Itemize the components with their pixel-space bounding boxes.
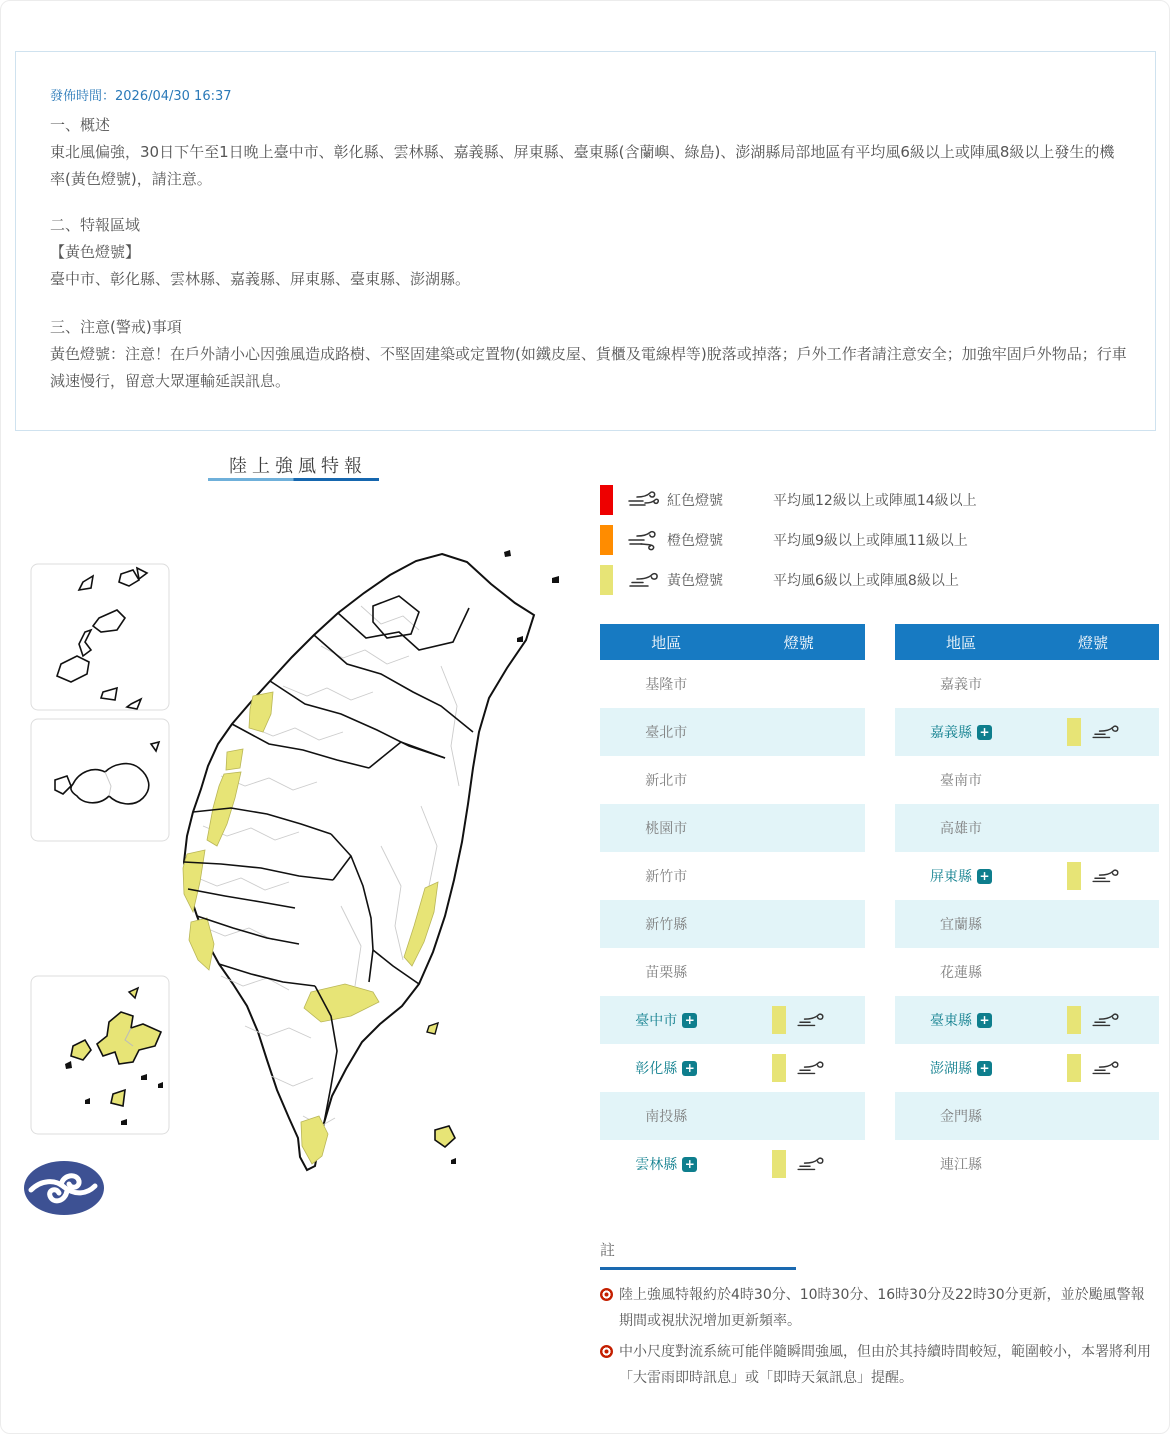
table-header bbox=[600, 624, 865, 660]
table-row: 嘉義市 bbox=[895, 660, 1159, 708]
signal-column-header: 燈號 bbox=[1077, 633, 1108, 652]
orange-signal-chip bbox=[600, 525, 613, 555]
plus-icon[interactable]: + bbox=[977, 725, 992, 740]
cwb-logo bbox=[23, 1160, 105, 1216]
plus-icon[interactable]: + bbox=[977, 869, 992, 884]
region-expand[interactable]: 屏東縣 + bbox=[895, 852, 1027, 900]
legend-row-orange bbox=[600, 525, 977, 555]
table-row: 新竹縣 bbox=[600, 900, 865, 948]
plus-icon[interactable]: + bbox=[977, 1061, 992, 1076]
table-row: 花蓮縣 bbox=[895, 948, 1159, 996]
inset-kinmen bbox=[31, 719, 169, 841]
plus-icon[interactable]: + bbox=[977, 1013, 992, 1028]
area-body: 臺中市、彰化縣、雲林縣、嘉義縣、屏東縣、臺東縣、澎湖縣。 bbox=[50, 270, 471, 288]
region-expand[interactable]: 彰化縣 + bbox=[600, 1044, 733, 1092]
table-row: 桃園市 bbox=[600, 804, 865, 852]
table-row-changhua bbox=[600, 1044, 865, 1092]
table-row: 臺南市 bbox=[895, 756, 1159, 804]
table-row-chiayi-county bbox=[895, 708, 1159, 756]
map-title-underline bbox=[208, 478, 379, 481]
inset-matsu bbox=[31, 564, 169, 710]
taiwan-main-island bbox=[183, 550, 559, 1170]
notice-title: 三、注意(警戒)事項 bbox=[50, 318, 182, 336]
table-row-pingtung bbox=[895, 852, 1159, 900]
region-table-right bbox=[895, 624, 1159, 1188]
yellow-signal-label: 黃色燈號 bbox=[667, 573, 723, 589]
yellow-signal-chip bbox=[1067, 862, 1081, 890]
yellow-signal-chip bbox=[1067, 718, 1081, 746]
region-table-left bbox=[600, 624, 865, 1188]
yellow-wind-icon bbox=[795, 1154, 825, 1174]
yellow-signal-chip bbox=[1067, 1006, 1081, 1034]
region-expand[interactable]: 臺東縣 + bbox=[895, 996, 1027, 1044]
plus-icon[interactable]: + bbox=[682, 1013, 697, 1028]
yellow-wind-icon bbox=[627, 569, 659, 591]
table-row: 金門縣 bbox=[895, 1092, 1159, 1140]
yellow-signal-chip bbox=[772, 1006, 786, 1034]
advisory-info-box bbox=[15, 51, 1156, 431]
yellow-signal-chip bbox=[600, 565, 613, 595]
note-item: 中小尺度對流系統可能伴隨瞬間強風，但由於其持續時間較短，範圍較小，本署將利用「大雷雨即時訊息」或「即時天氣訊息」提醒。 bbox=[600, 1339, 1156, 1391]
notes-title: 註 bbox=[600, 1241, 616, 1259]
table-row-yunlin bbox=[600, 1140, 865, 1188]
red-signal-desc: 平均風12級以上或陣風14級以上 bbox=[773, 493, 977, 509]
region-expand[interactable]: 嘉義縣 + bbox=[895, 708, 1027, 756]
yellow-wind-icon bbox=[795, 1010, 825, 1030]
plus-icon[interactable]: + bbox=[682, 1061, 697, 1076]
table-header bbox=[895, 624, 1159, 660]
yellow-signal-desc: 平均風6級以上或陣風8級以上 bbox=[773, 573, 959, 589]
table-row: 新竹市 bbox=[600, 852, 865, 900]
taiwan-wind-map[interactable] bbox=[21, 546, 581, 1236]
yellow-wind-icon bbox=[1090, 1010, 1120, 1030]
yellow-wind-icon bbox=[795, 1058, 825, 1078]
region-expand[interactable]: 雲林縣 + bbox=[600, 1140, 733, 1188]
table-row: 新北市 bbox=[600, 756, 865, 804]
notice-body: 黃色燈號：注意！在戶外請小心因強風造成路樹、不堅固建築或定置物(如鐵皮屋、貨櫃及電線桿等)脫落或掉落；戶外工作者請注意安全；加強牢固戶外物品；行車減速慢行，留意大眾運輸延誤訊息。 bbox=[50, 345, 1127, 390]
note-bullet-icon bbox=[600, 1288, 613, 1301]
yellow-signal-chip bbox=[772, 1054, 786, 1082]
yellow-wind-icon bbox=[1090, 722, 1120, 742]
table-row-taitung bbox=[895, 996, 1159, 1044]
orange-signal-label: 橙色燈號 bbox=[667, 533, 723, 549]
notes-underline bbox=[600, 1267, 796, 1270]
publish-time: 發佈時間：2026/04/30 16:37 bbox=[50, 89, 232, 104]
map-section-title: 陸上強風特報 bbox=[229, 456, 367, 477]
yellow-wind-icon bbox=[1090, 866, 1120, 886]
overview-title: 一、概述 bbox=[50, 116, 111, 134]
region-column-header: 地區 bbox=[945, 633, 976, 652]
yellow-signal-chip bbox=[1067, 1054, 1081, 1082]
table-row-taichung bbox=[600, 996, 865, 1044]
red-wind-icon bbox=[627, 489, 659, 511]
table-row: 基隆市 bbox=[600, 660, 865, 708]
legend-row-red bbox=[600, 485, 977, 515]
table-row: 苗栗縣 bbox=[600, 948, 865, 996]
orange-wind-icon bbox=[627, 529, 659, 551]
region-expand[interactable]: 澎湖縣 + bbox=[895, 1044, 1027, 1092]
note-item: 陸上強風特報約於4時30分、10時30分、16時30分及22時30分更新，並於颱風警報期間或視狀況增加更新頻率。 bbox=[600, 1282, 1156, 1334]
red-signal-label: 紅色燈號 bbox=[667, 493, 723, 509]
table-row: 宜蘭縣 bbox=[895, 900, 1159, 948]
signal-column-header: 燈號 bbox=[783, 633, 814, 652]
note-bullet-icon bbox=[600, 1345, 613, 1358]
area-title: 二、特報區域 bbox=[50, 216, 141, 234]
yellow-wind-icon bbox=[1090, 1058, 1120, 1078]
signal-legend bbox=[600, 485, 977, 605]
yellow-signal-chip bbox=[772, 1150, 786, 1178]
table-row: 連江縣 bbox=[895, 1140, 1159, 1188]
orange-signal-desc: 平均風9級以上或陣風11級以上 bbox=[773, 533, 968, 549]
table-row: 臺北市 bbox=[600, 708, 865, 756]
inset-penghu bbox=[31, 976, 169, 1134]
area-signal-label: 【黃色燈號】 bbox=[50, 243, 141, 261]
red-signal-chip bbox=[600, 485, 613, 515]
region-column-header: 地區 bbox=[651, 633, 682, 652]
plus-icon[interactable]: + bbox=[682, 1157, 697, 1172]
region-expand[interactable]: 臺中市 + bbox=[600, 996, 733, 1044]
overview-body: 東北風偏強，30日下午至1日晚上臺中市、彰化縣、雲林縣、嘉義縣、屏東縣、臺東縣(含蘭嶼、綠島)、澎湖縣局部地區有平均風6級以上或陣風8級以上發生的機率(黃色燈號)，請注意。 bbox=[50, 143, 1115, 188]
table-row: 南投縣 bbox=[600, 1092, 865, 1140]
table-row-penghu bbox=[895, 1044, 1159, 1092]
legend-row-yellow bbox=[600, 565, 977, 595]
table-row: 高雄市 bbox=[895, 804, 1159, 852]
